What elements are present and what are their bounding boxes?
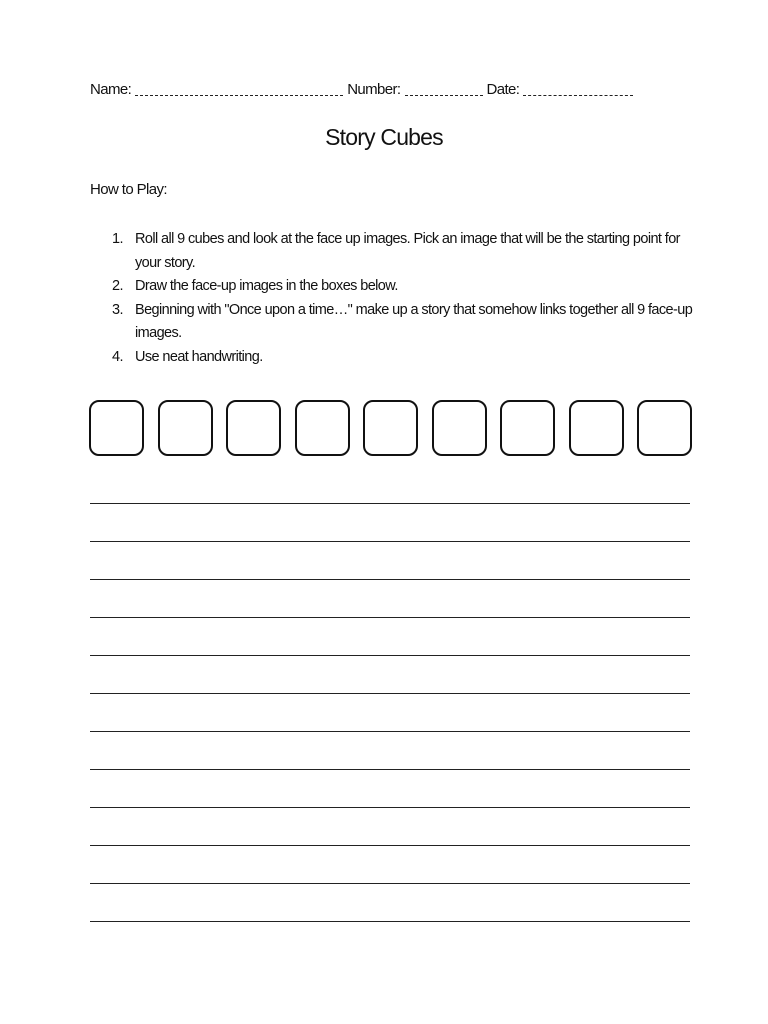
page-title: Story Cubes	[325, 124, 443, 150]
instruction-number: 3.	[112, 301, 123, 318]
number-label: Number:	[347, 81, 401, 98]
writing-line[interactable]	[90, 541, 690, 542]
writing-line[interactable]	[90, 617, 690, 618]
number-blank[interactable]	[405, 81, 483, 96]
cube-box-8[interactable]	[569, 400, 624, 456]
instruction-number: 1.	[112, 231, 123, 247]
writing-line[interactable]	[90, 769, 690, 770]
instruction-list	[90, 228, 700, 369]
name-label: Name:	[90, 81, 132, 98]
writing-line[interactable]	[90, 693, 690, 694]
date-label: Date:	[486, 81, 520, 98]
cube-box-2[interactable]	[158, 400, 213, 456]
writing-line[interactable]	[90, 807, 690, 808]
instruction-item	[90, 346, 700, 370]
writing-line[interactable]	[90, 655, 690, 656]
cube-box-1[interactable]	[89, 400, 144, 456]
instruction-text: Draw the face-up images in the boxes below.	[135, 278, 398, 294]
name-blank[interactable]	[135, 81, 343, 96]
cube-box-9[interactable]	[637, 400, 692, 456]
writing-line[interactable]	[90, 731, 690, 732]
instruction-item	[90, 299, 700, 346]
writing-line[interactable]	[90, 845, 690, 846]
writing-line[interactable]	[90, 921, 690, 922]
instruction-item	[90, 228, 700, 275]
cube-box-4[interactable]	[295, 400, 350, 456]
story-writing-lines	[90, 503, 690, 959]
cube-drawing-boxes	[89, 400, 692, 460]
cube-box-3[interactable]	[226, 400, 281, 456]
instruction-text: Use neat handwriting.	[135, 348, 263, 365]
writing-line[interactable]	[90, 503, 690, 504]
cube-box-7[interactable]	[500, 400, 555, 456]
instruction-text: Beginning with "Once upon a time…" make up a story that somehow links together all 9 face-up images.	[135, 301, 693, 341]
instruction-item	[90, 275, 700, 299]
instruction-number: 2.	[112, 278, 123, 294]
writing-line[interactable]	[90, 579, 690, 580]
cube-box-5[interactable]	[363, 400, 418, 456]
student-info-row	[90, 76, 690, 98]
instruction-text: Roll all 9 cubes and look at the face up images. Pick an image that will be the starting point for your story.	[135, 231, 680, 271]
date-blank[interactable]	[523, 81, 633, 96]
writing-line[interactable]	[90, 883, 690, 884]
cube-box-6[interactable]	[432, 400, 487, 456]
how-to-play-heading: How to Play:	[90, 181, 167, 198]
instruction-number: 4.	[112, 348, 123, 365]
